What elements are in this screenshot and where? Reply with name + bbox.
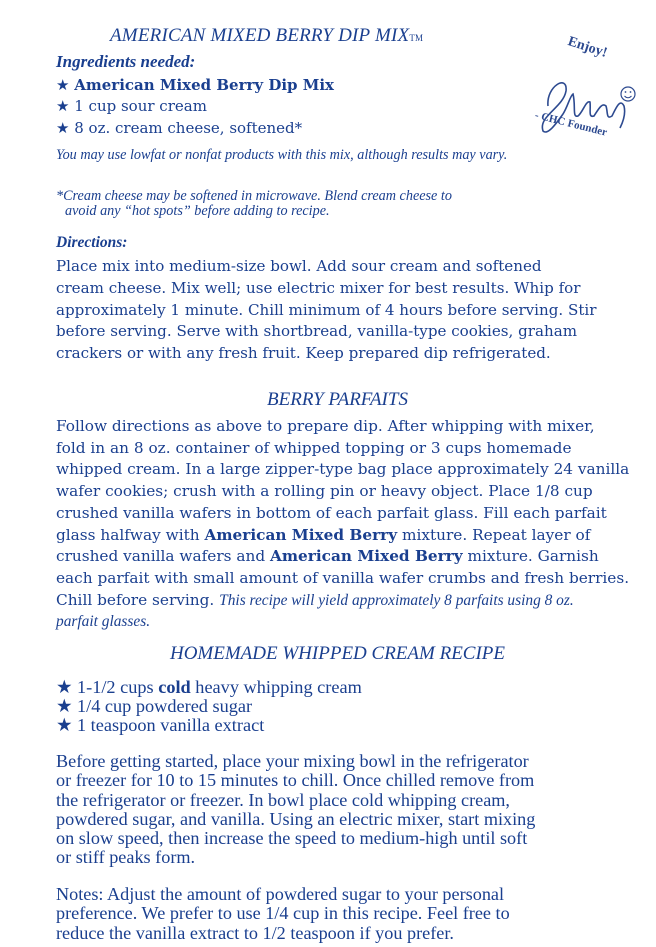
ingredient-item: ★ 8 oz. cream cheese, softened* — [56, 119, 303, 137]
parfaits-heading: BERRY PARFAITS — [267, 389, 408, 410]
page-title: AMERICAN MIXED BERRY DIP MIXTM — [110, 25, 424, 46]
star-icon: ★ — [56, 119, 70, 137]
trademark: TM — [409, 33, 424, 43]
directions-line: crackers or with any fresh fruit. Keep prepared dip refrigerated. — [56, 344, 551, 363]
parfaits-line: wafer cookies; crush with a rolling pin or heavy object. Place 1/8 cup — [56, 482, 593, 501]
founder-label: - CHC Founder — [533, 109, 609, 139]
star-icon: ★ — [56, 715, 73, 735]
parfaits-line: whipped cream. In a large zipper-type bag place approximately 24 vanilla — [56, 460, 630, 479]
notes-line: preference. We prefer to use 1/4 cup in this recipe. Feel free to — [56, 903, 510, 924]
whipped-line: Before getting started, place your mixing bowl in the refrigerator — [56, 751, 529, 771]
parfaits-line: Chill before serving. This recipe will yield approximately 8 parfaits using 8 oz. — [56, 590, 574, 609]
whipped-heading: HOMEMADE WHIPPED CREAM RECIPE — [169, 643, 506, 664]
whipped-ingredient: ★ 1/4 cup powdered sugar — [56, 696, 253, 716]
parfaits-line: crushed vanilla wafers in bottom of each parfait glass. Fill each parfait — [56, 503, 607, 522]
whipped-line: on slow speed, then increase the speed to medium-high until soft — [56, 828, 528, 849]
directions-text — [56, 256, 631, 365]
parfaits-text — [56, 416, 631, 633]
enjoy-label: Enjoy! — [565, 34, 609, 61]
ingredients-heading: Ingredients needed: — [56, 52, 196, 71]
parfaits-line: each parfait with small amount of vanilla wafer crumbs and fresh berries. — [56, 568, 630, 587]
parfaits-line: fold in an 8 oz. container of whipped topping or 3 cups homemade — [56, 438, 572, 457]
star-icon: ★ — [56, 97, 70, 115]
star-icon: ★ — [56, 76, 70, 94]
parfaits-line: Follow directions as above to prepare dip. After whipping with mixer, — [56, 417, 595, 435]
directions-line: approximately 1 minute. Chill minimum of 4 hours before serving. Stir — [56, 300, 597, 319]
whipped-text — [56, 752, 636, 868]
star-icon: ★ — [56, 696, 73, 716]
ingredient-item: ★ American Mixed Berry Dip Mix — [56, 76, 334, 94]
star-icon: ★ — [56, 677, 73, 697]
whipped-line: or freezer for 10 to 15 minutes to chill. Once chilled remove from — [56, 770, 535, 791]
whipped-ingredient: ★ 1 teaspoon vanilla extract — [56, 715, 265, 735]
notes-line: reduce the vanilla extract to 1/2 teaspoon if you prefer. — [56, 922, 454, 943]
directions-line: cream cheese. Mix well; use electric mixer for best results. Whip for — [56, 278, 581, 297]
whipped-line: the refrigerator or freezer. In bowl place cold whipping cream, — [56, 789, 510, 810]
whipped-line: powdered sugar, and vanilla. Using an electric mixer, start mixing — [56, 808, 536, 829]
parfaits-line: crushed vanilla wafers and American Mixed Berry mixture. Garnish — [56, 547, 599, 566]
notes-line: Notes: Adjust the amount of powdered sugar to your personal — [56, 884, 505, 904]
whipped-ingredient: ★ 1-1/2 cups cold heavy whipping cream — [56, 677, 362, 697]
parfaits-line: parfait glasses. — [56, 613, 151, 631]
whipped-line: or stiff peaks form. — [56, 847, 196, 868]
cream-cheese-note-line: avoid any “hot spots” before adding to recipe. — [65, 203, 330, 219]
directions-line: Place mix into medium-size bowl. Add sour cream and softened — [56, 257, 542, 275]
parfaits-line: glass halfway with American Mixed Berry mixture. Repeat layer of — [56, 525, 591, 544]
directions-line: before serving. Serve with shortbread, vanilla-type cookies, graham — [56, 322, 578, 341]
cream-cheese-note-line: *Cream cheese may be softened in microwave. Blend cream cheese to — [56, 188, 452, 204]
ingredient-item: ★ 1 cup sour cream — [56, 97, 207, 115]
directions-heading: Directions: — [56, 234, 128, 251]
whipped-notes — [56, 885, 636, 943]
lowfat-note: You may use lowfat or nonfat products with this mix, although results may vary. — [56, 147, 508, 163]
